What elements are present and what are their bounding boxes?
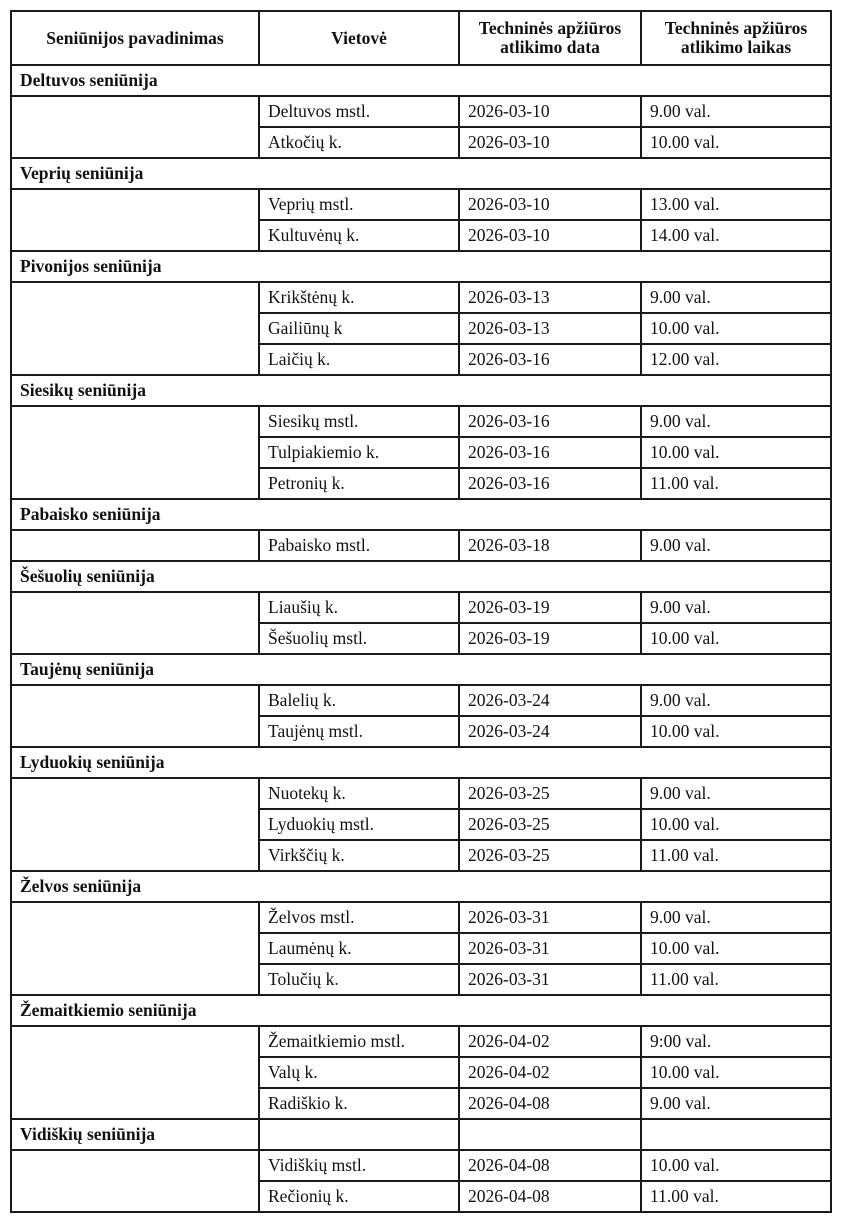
group-name: Taujėnų seniūnija	[11, 654, 831, 685]
date-cell: 2026-03-16	[459, 468, 641, 499]
place-cell: Pabaisko mstl.	[259, 530, 459, 561]
group-row	[11, 561, 831, 592]
place-cell: Veprių mstl.	[259, 189, 459, 220]
place-cell: Žemaitkiemio mstl.	[259, 1026, 459, 1057]
time-cell: 10.00 val.	[641, 809, 831, 840]
place-cell: Nuotekų k.	[259, 778, 459, 809]
group-name: Lyduokių seniūnija	[11, 747, 831, 778]
group-name: Pabaisko seniūnija	[11, 499, 831, 530]
date-cell: 2026-03-25	[459, 840, 641, 871]
place-cell: Deltuvos mstl.	[259, 96, 459, 127]
header-seniunija: Seniūnijos pavadinimas	[11, 11, 259, 65]
time-cell: 9.00 val.	[641, 778, 831, 809]
header-row	[11, 11, 831, 65]
group-row	[11, 375, 831, 406]
date-cell: 2026-03-16	[459, 406, 641, 437]
group-row	[11, 747, 831, 778]
date-cell: 2026-03-10	[459, 96, 641, 127]
date-cell: 2026-03-16	[459, 437, 641, 468]
header-data: Techninės apžiūros atlikimo data	[459, 11, 641, 65]
place-cell: Liaušių k.	[259, 592, 459, 623]
place-cell: Tulpiakiemio k.	[259, 437, 459, 468]
place-cell: Valų k.	[259, 1057, 459, 1088]
empty-cell	[459, 1119, 641, 1150]
time-cell: 9.00 val.	[641, 902, 831, 933]
date-cell: 2026-04-08	[459, 1181, 641, 1212]
table-row	[11, 189, 831, 220]
place-cell: Laičių k.	[259, 344, 459, 375]
place-cell: Balelių k.	[259, 685, 459, 716]
date-cell: 2026-03-31	[459, 964, 641, 995]
date-cell: 2026-04-02	[459, 1057, 641, 1088]
table-row	[11, 902, 831, 933]
header-vietove: Vietovė	[259, 11, 459, 65]
table-row	[11, 96, 831, 127]
time-cell: 9.00 val.	[641, 1088, 831, 1119]
table-row	[11, 778, 831, 809]
place-cell: Gailiūnų k	[259, 313, 459, 344]
empty-cell	[11, 902, 259, 995]
group-row	[11, 65, 831, 96]
time-cell: 11.00 val.	[641, 1181, 831, 1212]
group-row	[11, 499, 831, 530]
empty-cell	[11, 530, 259, 561]
group-name: Pivonijos seniūnija	[11, 251, 831, 282]
date-cell: 2026-04-08	[459, 1088, 641, 1119]
table-header	[11, 11, 831, 65]
empty-cell	[11, 1026, 259, 1119]
date-cell: 2026-03-10	[459, 220, 641, 251]
empty-cell	[11, 778, 259, 871]
place-cell: Lyduokių mstl.	[259, 809, 459, 840]
time-cell: 9.00 val.	[641, 592, 831, 623]
place-cell: Atkočių k.	[259, 127, 459, 158]
time-cell: 12.00 val.	[641, 344, 831, 375]
group-row	[11, 654, 831, 685]
place-cell: Petronių k.	[259, 468, 459, 499]
date-cell: 2026-03-31	[459, 902, 641, 933]
table-row	[11, 282, 831, 313]
time-cell: 9.00 val.	[641, 530, 831, 561]
group-row	[11, 251, 831, 282]
header-laikas: Techninės apžiūros atlikimo laikas	[641, 11, 831, 65]
time-cell: 11.00 val.	[641, 468, 831, 499]
table-row	[11, 592, 831, 623]
place-cell: Želvos mstl.	[259, 902, 459, 933]
place-cell: Šešuolių mstl.	[259, 623, 459, 654]
group-row	[11, 871, 831, 902]
empty-cell	[11, 189, 259, 251]
place-cell: Taujėnų mstl.	[259, 716, 459, 747]
empty-cell	[11, 96, 259, 158]
place-cell: Laumėnų k.	[259, 933, 459, 964]
group-name: Šešuolių seniūnija	[11, 561, 831, 592]
time-cell: 10.00 val.	[641, 623, 831, 654]
group-name: Žemaitkiemio seniūnija	[11, 995, 831, 1026]
group-name: Veprių seniūnija	[11, 158, 831, 189]
time-cell: 9:00 val.	[641, 1026, 831, 1057]
date-cell: 2026-03-19	[459, 623, 641, 654]
time-cell: 13.00 val.	[641, 189, 831, 220]
time-cell: 11.00 val.	[641, 840, 831, 871]
place-cell: Siesikų mstl.	[259, 406, 459, 437]
place-cell: Kultuvėnų k.	[259, 220, 459, 251]
group-name: Želvos seniūnija	[11, 871, 831, 902]
time-cell: 9.00 val.	[641, 96, 831, 127]
table-row	[11, 530, 831, 561]
date-cell: 2026-03-24	[459, 685, 641, 716]
date-cell: 2026-03-25	[459, 809, 641, 840]
place-cell: Vidiškių mstl.	[259, 1150, 459, 1181]
place-cell: Radiškio k.	[259, 1088, 459, 1119]
empty-cell	[11, 1150, 259, 1212]
group-row	[11, 158, 831, 189]
table-row	[11, 685, 831, 716]
empty-cell	[11, 592, 259, 654]
date-cell: 2026-04-02	[459, 1026, 641, 1057]
place-cell: Rečionių k.	[259, 1181, 459, 1212]
place-cell: Krikštėnų k.	[259, 282, 459, 313]
date-cell: 2026-03-25	[459, 778, 641, 809]
date-cell: 2026-03-24	[459, 716, 641, 747]
group-name: Deltuvos seniūnija	[11, 65, 831, 96]
table-body	[11, 65, 831, 1212]
place-cell: Tolučių k.	[259, 964, 459, 995]
empty-cell	[11, 685, 259, 747]
time-cell: 10.00 val.	[641, 1057, 831, 1088]
group-row	[11, 995, 831, 1026]
group-name: Siesikų seniūnija	[11, 375, 831, 406]
empty-cell	[11, 406, 259, 499]
table-row	[11, 406, 831, 437]
table-row	[11, 1026, 831, 1057]
empty-cell	[259, 1119, 459, 1150]
date-cell: 2026-03-13	[459, 313, 641, 344]
group-row	[11, 1119, 831, 1150]
time-cell: 9.00 val.	[641, 282, 831, 313]
empty-cell	[641, 1119, 831, 1150]
date-cell: 2026-03-16	[459, 344, 641, 375]
time-cell: 10.00 val.	[641, 437, 831, 468]
time-cell: 9.00 val.	[641, 406, 831, 437]
empty-cell	[11, 282, 259, 375]
date-cell: 2026-03-31	[459, 933, 641, 964]
time-cell: 10.00 val.	[641, 933, 831, 964]
time-cell: 11.00 val.	[641, 964, 831, 995]
date-cell: 2026-03-13	[459, 282, 641, 313]
inspection-schedule-table	[10, 10, 832, 1213]
group-name: Vidiškių seniūnija	[11, 1119, 259, 1150]
time-cell: 10.00 val.	[641, 127, 831, 158]
date-cell: 2026-03-10	[459, 189, 641, 220]
time-cell: 14.00 val.	[641, 220, 831, 251]
time-cell: 9.00 val.	[641, 685, 831, 716]
table-row	[11, 1150, 831, 1181]
time-cell: 10.00 val.	[641, 313, 831, 344]
time-cell: 10.00 val.	[641, 1150, 831, 1181]
time-cell: 10.00 val.	[641, 716, 831, 747]
date-cell: 2026-03-18	[459, 530, 641, 561]
date-cell: 2026-03-10	[459, 127, 641, 158]
place-cell: Virkščių k.	[259, 840, 459, 871]
date-cell: 2026-03-19	[459, 592, 641, 623]
date-cell: 2026-04-08	[459, 1150, 641, 1181]
